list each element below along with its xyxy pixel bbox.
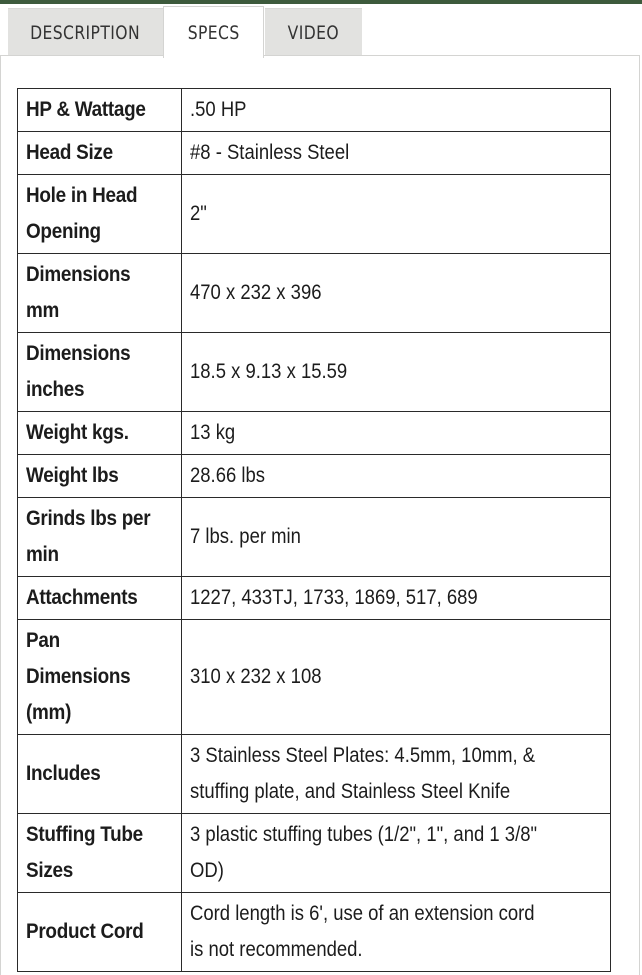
- tab-description[interactable]: [8, 8, 163, 56]
- tab-bar: [0, 4, 642, 56]
- table-row: [18, 893, 611, 972]
- table-row: [18, 132, 611, 175]
- table-row: [18, 254, 611, 333]
- tab-specs[interactable]: [163, 6, 264, 58]
- spec-label: Grinds lbs per min: [18, 498, 182, 577]
- table-row: [18, 175, 611, 254]
- spec-label: Stuffing Tube Sizes: [18, 814, 182, 893]
- spec-value: .50 HP: [182, 89, 611, 132]
- table-row: [18, 498, 611, 577]
- spec-label: Dimensions mm: [18, 254, 182, 333]
- spec-value: 28.66 lbs: [182, 455, 611, 498]
- table-row: [18, 735, 611, 814]
- spec-value: 18.5 x 9.13 x 15.59: [182, 333, 611, 412]
- spec-value: Cord length is 6', use of an extension cord is not recommended.: [182, 893, 611, 972]
- spec-label: Product Cord: [18, 893, 182, 972]
- spec-label: Weight kgs.: [18, 412, 182, 455]
- specs-table: [17, 88, 611, 972]
- spec-value: 310 x 232 x 108: [182, 620, 611, 735]
- specs-panel: [0, 55, 640, 975]
- tab-video[interactable]: [265, 8, 362, 56]
- table-row: [18, 333, 611, 412]
- spec-value: 2": [182, 175, 611, 254]
- table-row: [18, 412, 611, 455]
- spec-label: Head Size: [18, 132, 182, 175]
- table-row: [18, 814, 611, 893]
- spec-label: Attachments: [18, 577, 182, 620]
- table-row: [18, 89, 611, 132]
- table-row: [18, 455, 611, 498]
- spec-value: #8 - Stainless Steel: [182, 132, 611, 175]
- spec-label: Dimensions inches: [18, 333, 182, 412]
- spec-value: 7 lbs. per min: [182, 498, 611, 577]
- spec-label: Weight lbs: [18, 455, 182, 498]
- spec-value: 3 plastic stuffing tubes (1/2", 1", and 1 3/8" OD): [182, 814, 611, 893]
- tab-video-label: VIDEO: [287, 21, 340, 44]
- spec-value: 3 Stainless Steel Plates: 4.5mm, 10mm, & stuffing plate, and Stainless Steel Knife: [182, 735, 611, 814]
- spec-label: HP & Wattage: [18, 89, 182, 132]
- spec-label: Includes: [18, 735, 182, 814]
- table-row: [18, 620, 611, 735]
- tab-specs-label: SPECS: [187, 21, 240, 44]
- tab-description-label: DESCRIPTION: [30, 21, 141, 44]
- spec-label: Pan Dimensions (mm): [18, 620, 182, 735]
- spec-label: Hole in Head Opening: [18, 175, 182, 254]
- spec-value: 470 x 232 x 396: [182, 254, 611, 333]
- table-row: [18, 577, 611, 620]
- spec-value: 1227, 433TJ, 1733, 1869, 517, 689: [182, 577, 611, 620]
- spec-value: 13 kg: [182, 412, 611, 455]
